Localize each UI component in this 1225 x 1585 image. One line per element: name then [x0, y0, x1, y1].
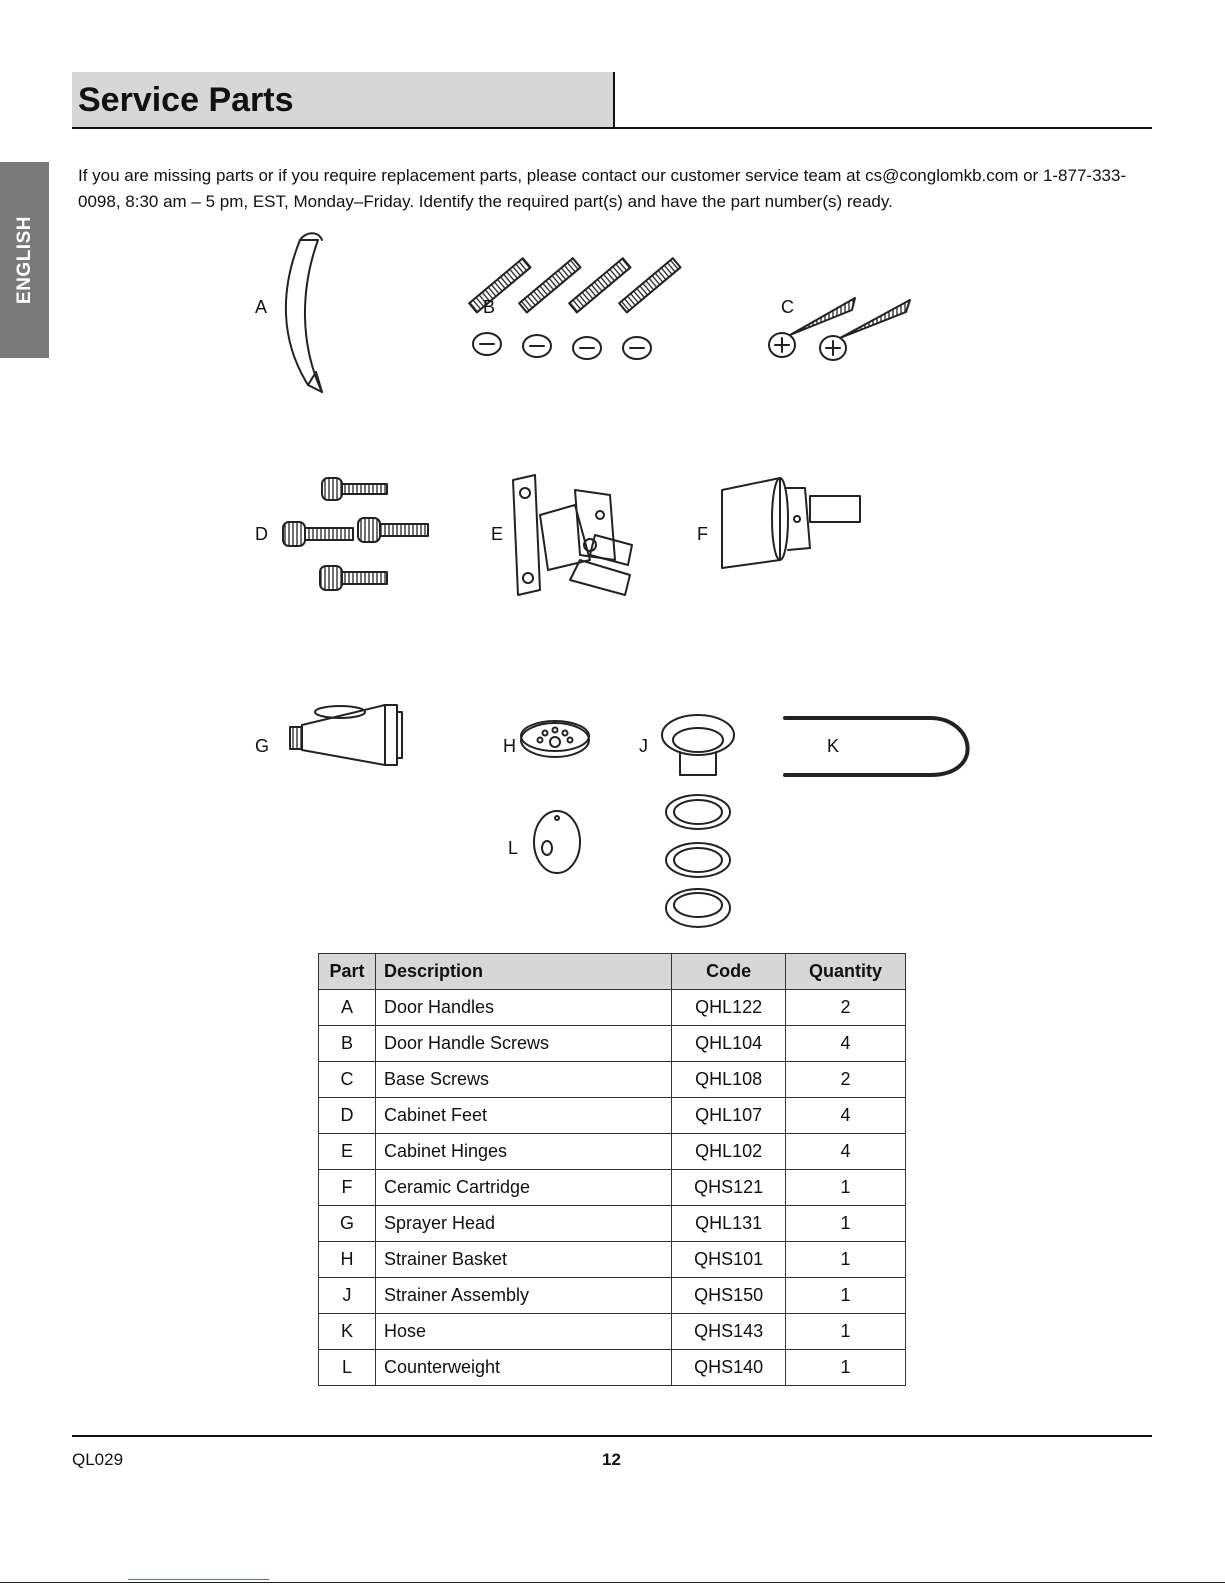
- column-header-description: Description: [375, 954, 671, 990]
- part-label-g: G: [255, 736, 270, 756]
- strainer-basket-drawing: [521, 721, 589, 757]
- description-cell: Sprayer Head: [375, 1206, 671, 1242]
- page-number: 12: [602, 1450, 621, 1469]
- strainer-assembly-drawing: [662, 715, 734, 927]
- description-cell: Strainer Assembly: [375, 1278, 671, 1314]
- table-row: [319, 1206, 906, 1242]
- code-cell: QHL131: [672, 1206, 786, 1242]
- column-header-quantity: Quantity: [786, 954, 906, 990]
- code-cell: QHS121: [672, 1170, 786, 1206]
- code-cell: QHL108: [672, 1062, 786, 1098]
- part-label-f: F: [697, 524, 708, 544]
- quantity-cell: 2: [786, 990, 906, 1026]
- code-cell: QHL107: [672, 1098, 786, 1134]
- column-header-code: Code: [672, 954, 786, 990]
- quantity-cell: 4: [786, 1026, 906, 1062]
- code-cell: QHS150: [672, 1278, 786, 1314]
- part-label-a: A: [255, 297, 268, 317]
- part-cell: B: [319, 1026, 376, 1062]
- quantity-cell: 1: [786, 1350, 906, 1386]
- part-label-c: C: [781, 297, 794, 317]
- quantity-cell: 1: [786, 1278, 906, 1314]
- part-label-d: D: [255, 524, 268, 544]
- bottom-edge-line: [0, 1582, 1225, 1583]
- description-cell: Base Screws: [375, 1062, 671, 1098]
- part-cell: H: [319, 1242, 376, 1278]
- table-row: [319, 1350, 906, 1386]
- part-cell: K: [319, 1314, 376, 1350]
- part-label-h: H: [503, 736, 516, 756]
- part-cell: J: [319, 1278, 376, 1314]
- table-row: [319, 1098, 906, 1134]
- table-row: [319, 1062, 906, 1098]
- quantity-cell: 4: [786, 1098, 906, 1134]
- part-label-b: B: [483, 297, 496, 317]
- description-cell: Cabinet Feet: [375, 1098, 671, 1134]
- quantity-cell: 1: [786, 1314, 906, 1350]
- description-cell: Door Handle Screws: [375, 1026, 671, 1062]
- counterweight-drawing: [534, 811, 580, 873]
- part-cell: A: [319, 990, 376, 1026]
- footer-rule: [72, 1435, 1152, 1437]
- part-label-l: L: [508, 838, 519, 858]
- table-row: [319, 1134, 906, 1170]
- intro-paragraph: If you are missing parts or if you require replacement parts, please contact our customer service team at cs@conglomkb.com or 1-877-333-0098, 8:30 am – 5 pm, EST, Monday–Friday. Identify the required part(s) and have the part number(s) ready.: [78, 166, 1127, 211]
- quantity-cell: 4: [786, 1134, 906, 1170]
- part-cell: D: [319, 1098, 376, 1134]
- code-cell: QHS140: [672, 1350, 786, 1386]
- part-cell: L: [319, 1350, 376, 1386]
- part-cell: F: [319, 1170, 376, 1206]
- ceramic-cartridge-drawing: [722, 478, 860, 568]
- description-cell: Strainer Basket: [375, 1242, 671, 1278]
- quantity-cell: 1: [786, 1170, 906, 1206]
- part-cell: G: [319, 1206, 376, 1242]
- cabinet-feet-drawing: [283, 478, 428, 590]
- description-cell: Cabinet Hinges: [375, 1134, 671, 1170]
- hose-drawing: [785, 718, 968, 775]
- code-cell: QHS101: [672, 1242, 786, 1278]
- table-row: [319, 1278, 906, 1314]
- column-header-part: Part: [319, 954, 376, 990]
- description-cell: Hose: [375, 1314, 671, 1350]
- table-header-row: [319, 954, 906, 990]
- sprayer-head-drawing: [290, 705, 402, 765]
- part-cell: C: [319, 1062, 376, 1098]
- part-label-j: J: [639, 736, 648, 756]
- table-row: [319, 990, 906, 1026]
- part-cell: E: [319, 1134, 376, 1170]
- language-tab-label: ENGLISH: [13, 216, 35, 304]
- table-row: [319, 1314, 906, 1350]
- quantity-cell: 1: [786, 1206, 906, 1242]
- description-cell: Counterweight: [375, 1350, 671, 1386]
- table-row: [319, 1170, 906, 1206]
- code-cell: QHS143: [672, 1314, 786, 1350]
- code-cell: QHL104: [672, 1026, 786, 1062]
- table-row: [319, 1242, 906, 1278]
- model-number: QL029: [72, 1450, 124, 1469]
- code-cell: QHL102: [672, 1134, 786, 1170]
- link-underline: [128, 1579, 269, 1580]
- parts-table: [318, 953, 906, 1386]
- cabinet-hinge-drawing: [513, 475, 632, 595]
- quantity-cell: 2: [786, 1062, 906, 1098]
- door-handle-drawing: [286, 233, 322, 392]
- door-handle-screws-drawing: [469, 258, 680, 359]
- part-label-e: E: [491, 524, 504, 544]
- description-cell: Door Handles: [375, 990, 671, 1026]
- quantity-cell: 1: [786, 1242, 906, 1278]
- description-cell: Ceramic Cartridge: [375, 1170, 671, 1206]
- code-cell: QHL122: [672, 990, 786, 1026]
- part-label-k: K: [827, 736, 840, 756]
- table-row: [319, 1026, 906, 1062]
- page-title: Service Parts: [78, 81, 294, 119]
